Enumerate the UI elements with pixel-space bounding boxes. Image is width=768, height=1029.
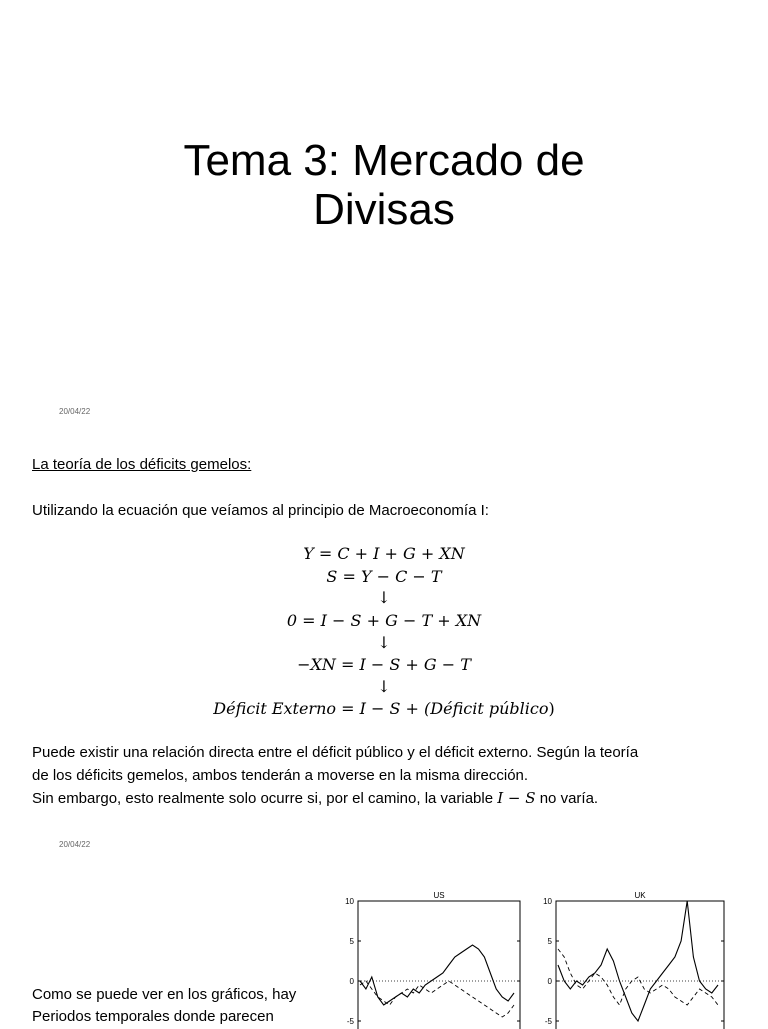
arrow-down-3: ↓ [377, 677, 391, 696]
us-series-solid-line [360, 945, 514, 1005]
us-y-tick-label: 0 [349, 977, 354, 986]
us-y-tick-label: 5 [349, 937, 354, 946]
section-heading: La teoría de los déficits gemelos: [32, 456, 252, 473]
paragraph-line3 [32, 787, 638, 810]
equation-5-close: ) [548, 699, 555, 718]
slide-title [0, 136, 768, 234]
intro-text: Utilizando la ecuación que veíamos al principio de Macroeconomía I: [32, 502, 489, 519]
paragraph-line3-b: no varía. [535, 790, 599, 807]
equation-2: S = Y − C − T [326, 567, 442, 586]
slide3-text [32, 984, 296, 1028]
equation-5-left: Déficit Externo [213, 699, 337, 718]
chart-us [338, 885, 528, 1029]
us-plot-frame [358, 901, 520, 1029]
equation-5-mid: = I − S + ( [336, 699, 431, 718]
arrow-down-1: ↓ [377, 588, 391, 607]
paragraph-line3-a: Sin embargo, esto realmente solo ocurre si, por el camino, la variable [32, 790, 498, 807]
uk-y-tick-label: 10 [543, 897, 552, 906]
equation-4: −XN = I − S + G − T [297, 655, 471, 674]
chart-uk [540, 885, 730, 1029]
uk-plot-frame [556, 901, 724, 1029]
equation-3: 0 = I − S + G − T + XN [286, 611, 482, 630]
slide2-date: 20/04/22 [59, 840, 91, 849]
arrow-down-2: ↓ [377, 633, 391, 652]
slide3-text-line2: Periodos temporales donde parecen [32, 1008, 274, 1025]
uk-y-tick-label: 0 [547, 977, 552, 986]
chart-uk-svg [540, 885, 730, 1024]
equation-1: Y = C + I + G + XN [303, 544, 465, 563]
slide1-date: 20/04/22 [59, 407, 91, 416]
chart-us-svg [338, 885, 528, 1024]
us-y-tick-label: 10 [345, 897, 354, 906]
paragraph [32, 741, 638, 810]
uk-y-tick-label: -5 [544, 1017, 552, 1026]
slide-title-line1: Tema 3: Mercado de [183, 136, 585, 185]
us-series-dashed-line [360, 981, 514, 1017]
slide-title-line2: Divisas [313, 185, 455, 234]
equation-5-right: Déficit público [430, 699, 549, 718]
paragraph-line2: de los déficits gemelos, ambos tenderán a moverse en la misma dirección. [32, 767, 529, 784]
uk-chart-title: UK [634, 891, 646, 900]
uk-y-tick-label: 5 [547, 937, 552, 946]
us-chart-title: US [433, 891, 445, 900]
us-y-tick-label: -5 [346, 1017, 354, 1026]
paragraph-line1: Puede existir una relación directa entre el déficit público y el déficit externo. Según la teoría [32, 744, 639, 761]
slide3-text-line1: Como se puede ver en los gráficos, hay [32, 986, 297, 1003]
uk-series-solid-line [558, 901, 718, 1021]
paragraph-line3-var: I − S [497, 789, 536, 807]
equation-5 [0, 698, 768, 720]
